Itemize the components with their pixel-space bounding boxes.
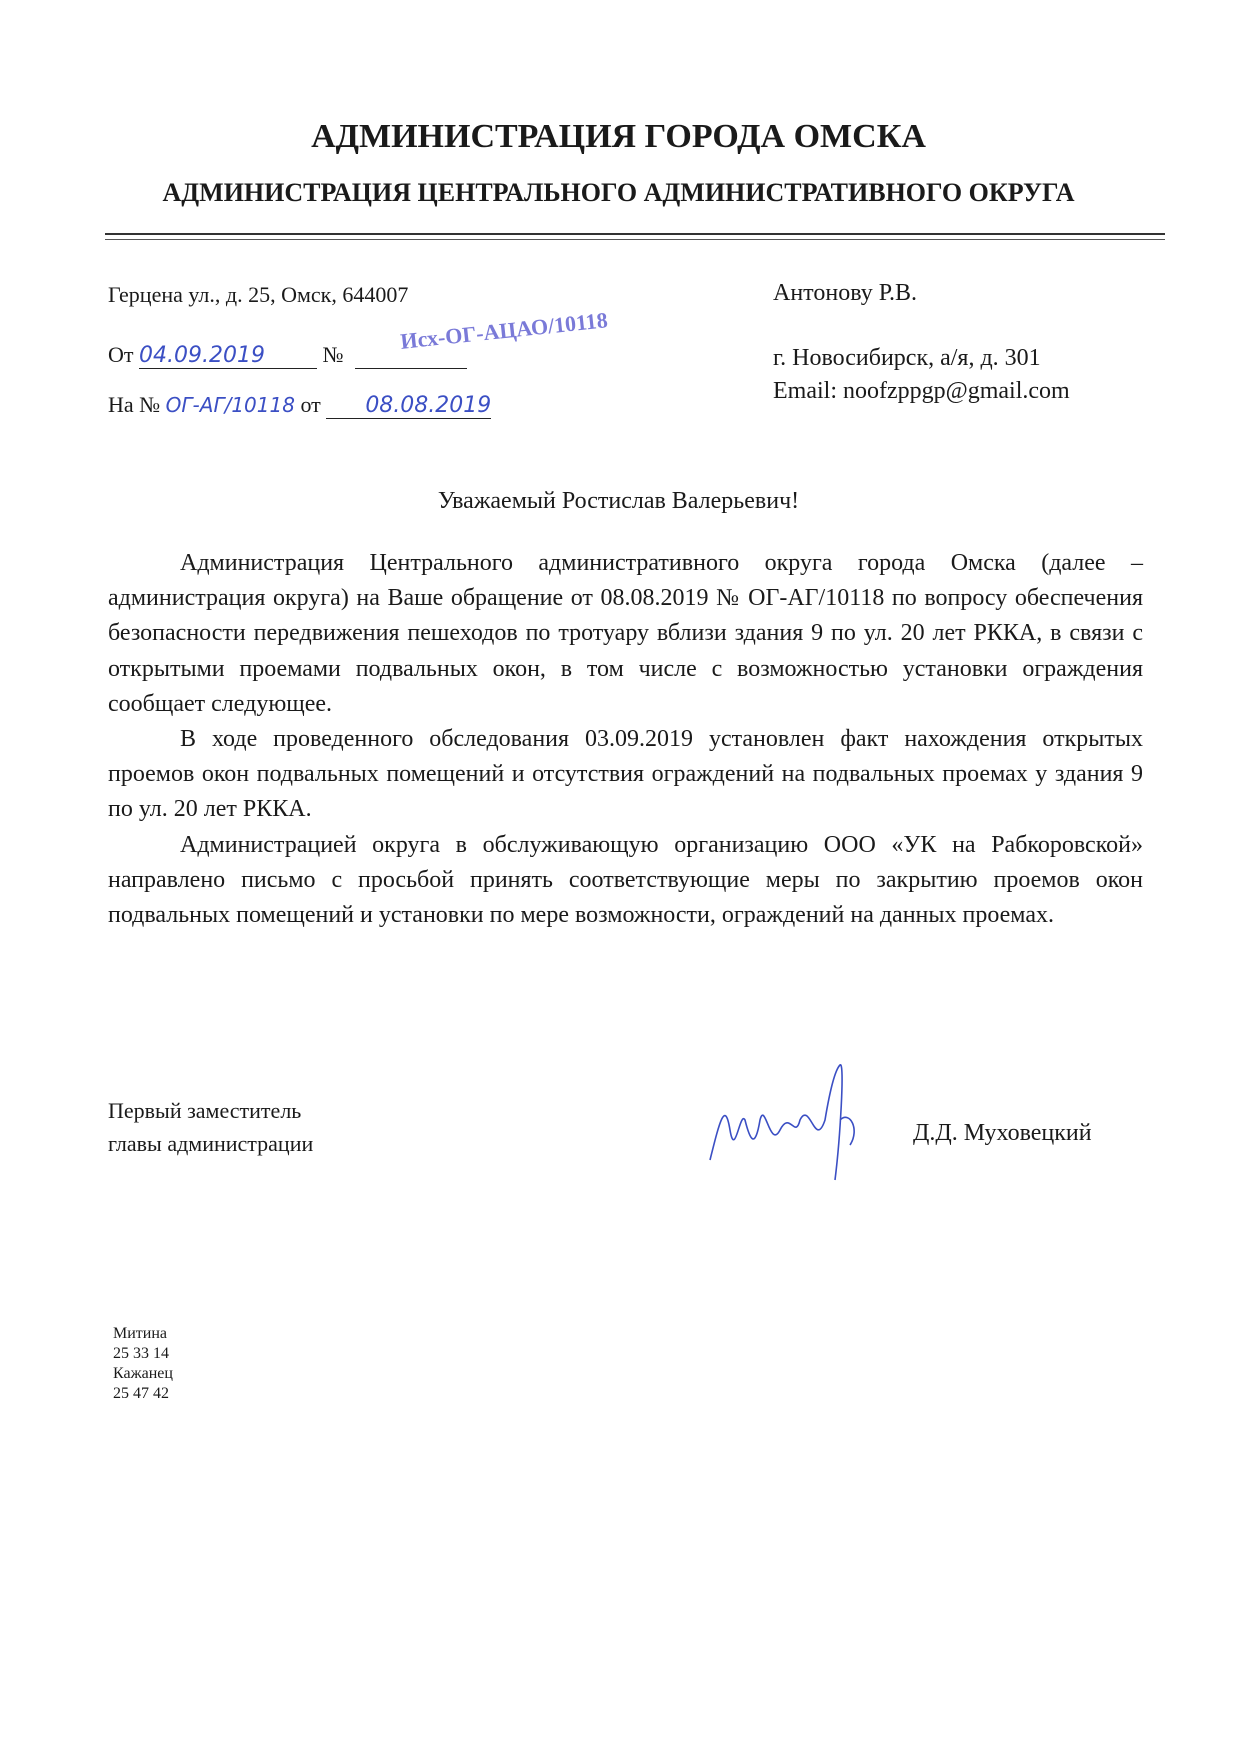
handwritten-signature [700, 1060, 930, 1190]
from-label: От [108, 342, 134, 367]
letter-body [108, 546, 1143, 933]
re-date: 08.08.2019 [326, 393, 491, 419]
outgoing-number-stamp: Исх-ОГ-АЦАО/10118 [399, 307, 609, 354]
org-subtitle: АДМИНИСТРАЦИЯ ЦЕНТРАЛЬНОГО АДМИНИСТРАТИВНОГО ОКРУГА [162, 178, 1075, 207]
recipient-name: Антонову Р.В. [773, 280, 918, 306]
paragraph: Администрацией округа в обслуживающую организацию ООО «УК на Рабкоровской» направлено письмо с просьбой принять соответствующие меры по закрытию проемов окон подвальных помещений и установки по мере возможности, ограждений на данных проемах. [108, 831, 1143, 929]
no-label: № [322, 342, 344, 367]
header-rule-thin [105, 239, 1165, 240]
recipient-address: г. Новосибирск, а/я, д. 301 [773, 345, 1041, 371]
contact-line: Кажанец [113, 1365, 173, 1382]
signatory-name: Д.Д. Муховецкий [913, 1120, 1092, 1146]
position-line: главы администрации [108, 1131, 314, 1156]
contact-line: 25 33 14 [113, 1345, 169, 1362]
position-line: Первый заместитель [108, 1098, 302, 1123]
from-date: 04.09.2019 [139, 343, 317, 369]
re-number: ОГ-АГ/10118 [165, 393, 295, 417]
re-label: На № [108, 392, 161, 417]
re-from-label: от [300, 392, 321, 417]
sender-address: Герцена ул., д. 25, Омск, 644007 [108, 282, 409, 307]
paragraph: Администрация Центрального административного округа города Омска (далее – администрация округа) на Ваше обращение от 08.08.2019 № ОГ-АГ/10118 по вопросу обеспечения безопасности передвижения пешеходов по тротуару вблизи здания 9 по ул. 20 лет РККА, в связи с открытыми проемами подвальных окон, в том числе с возможностью установки ограждения сообщает следующее. [108, 550, 1143, 717]
paragraph: В ходе проведенного обследования 03.09.2019 установлен факт нахождения открытых проемов окон подвальных помещений и отсутствия ограждений на подвальных проемах у здания 9 по ул. 20 лет РККА. [108, 726, 1143, 823]
contacts [113, 1324, 173, 1404]
greeting: Уважаемый Ростислав Валерьевич! [437, 488, 800, 514]
org-title: АДМИНИСТРАЦИЯ ГОРОДА ОМСКА [311, 118, 926, 155]
recipient-email: Email: noofzppgp@gmail.com [773, 378, 1070, 404]
contact-line: 25 47 42 [113, 1385, 169, 1402]
reference-line [108, 392, 491, 419]
header-rule [105, 233, 1165, 235]
signatory-position [108, 1094, 313, 1160]
contact-line: Митина [113, 1325, 168, 1342]
